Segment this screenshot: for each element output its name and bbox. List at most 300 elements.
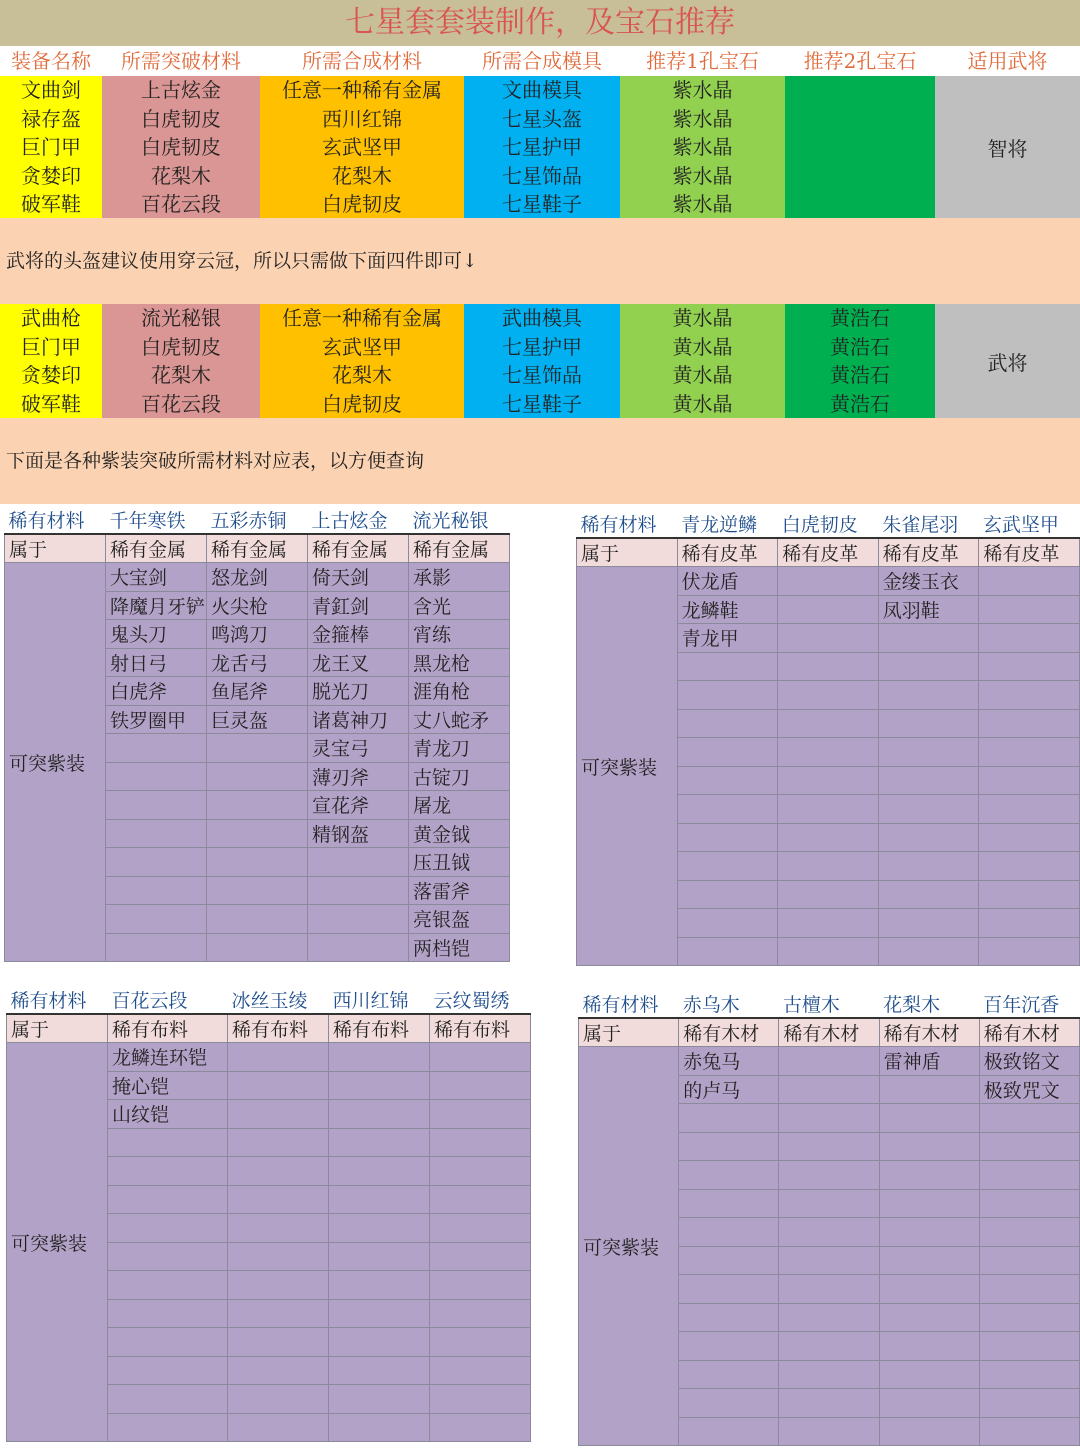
zhi-gem2-cell [785,105,935,134]
equipment-cell [228,1413,329,1442]
material-header-cell: 赤乌木 [679,990,779,1018]
equipment-cell [228,1071,329,1100]
equipment-cell [329,1128,430,1157]
equipment-cell [879,1161,979,1190]
equipment-cell [228,1299,329,1328]
equipment-cell: 怒龙剑 [207,563,308,592]
material-table [578,990,1080,1446]
equipment-cell [677,909,778,938]
equipment-cell [878,909,979,938]
header-gem2: 推荐2孔宝石 [803,49,917,73]
wu-synth-cell: 白虎韧皮 [322,391,402,416]
zhi-equip-cell: 文曲剑 [21,78,81,102]
belongs-cell: 属于 [579,1018,679,1047]
equipment-cell: 承影 [409,563,510,592]
equipment-cell [430,1328,531,1357]
equipment-cell [679,1275,779,1304]
header-general: 适用武将 [967,49,1048,73]
zhi-gem1-cell: 紫水晶 [672,135,733,159]
equipment-cell [979,709,1080,738]
equipment-cell [430,1157,531,1186]
equipment-cell [228,1100,329,1129]
equipment-cell [778,795,879,824]
zhi-equip-cell: 破军鞋 [21,192,81,216]
equipment-cell [677,852,778,881]
equipment-cell [329,1185,430,1214]
equipment-cell [207,848,308,877]
zhi-synth-cell: 花梨木 [332,163,392,188]
equipment-cell: 龙鳞连环铠 [108,1043,228,1072]
wu-equip-cell: 武曲枪 [21,306,81,330]
table-row [577,567,1080,596]
equipment-cell [207,819,308,848]
equipment-cell [979,1417,1079,1446]
equipment-cell [329,1100,430,1129]
belongs-cell: 稀有布料 [430,1014,531,1043]
equipment-cell [228,1214,329,1243]
wu-breakthrough-column [102,304,260,418]
zhi-breakthrough-column [102,76,260,218]
belongs-cell: 稀有皮革 [878,538,979,567]
equipment-cell [329,1214,430,1243]
page-title: 七星套套装制作，及宝石推荐 [0,0,1080,46]
header-equip-name: 装备名称 [11,49,91,73]
belongs-cell: 属于 [577,538,678,567]
wu-mold-cell: 七星护甲 [502,334,582,359]
belongs-cell: 属于 [5,534,106,563]
equipment-cell [979,823,1080,852]
equipment-cell [979,652,1080,681]
equipment-cell [979,567,1080,596]
material-table [576,510,1080,966]
equipment-cell [430,1356,531,1385]
zhi-equip-cell: 贪婪印 [21,163,81,188]
equipment-cell [779,1189,879,1218]
equipment-cell [108,1271,228,1300]
equipment-cell [679,1389,779,1418]
equipment-cell [979,1275,1079,1304]
wu-mold-cell: 七星饰品 [502,363,582,387]
material-header-cell: 花梨木 [879,990,979,1018]
equipment-cell [679,1246,779,1275]
equipment-cell [106,819,207,848]
header-synth: 所需合成材料 [302,49,422,73]
equipment-cell [679,1104,779,1133]
equipment-cell: 龙鳞鞋 [677,595,778,624]
zhi-synth-cell: 任意一种稀有金属 [282,78,442,102]
belongs-cell: 稀有布料 [108,1014,228,1043]
zhi-gem2-cell [785,162,935,191]
equipment-cell [329,1043,430,1072]
equipment-cell [979,1360,1079,1389]
equipment-cell: 脱光刀 [308,677,409,706]
equipment-cell: 宣花斧 [308,791,409,820]
equipment-cell [979,681,1080,710]
equipment-cell: 龙王叉 [308,648,409,677]
zhi-gem1-cell: 紫水晶 [672,163,733,188]
zhi-gem2-cell [785,133,935,162]
equipment-cell [106,933,207,962]
zhi-mold-cell: 文曲模具 [502,78,582,102]
equipment-cell [207,734,308,763]
belongs-cell: 属于 [7,1014,108,1043]
equipment-cell: 白虎斧 [106,677,207,706]
equipment-cell [778,766,879,795]
equipment-cell [779,1047,879,1076]
equipment-cell [878,681,979,710]
zhi-gem2-cell [785,190,935,219]
equipment-cell [878,652,979,681]
leather-material-table [576,510,1080,966]
equipment-cell: 雷神盾 [879,1047,979,1076]
equipment-cell [778,567,879,596]
wu-gem2-cell: 黄浩石 [830,306,890,330]
wu-block [0,304,1080,418]
equipment-cell [677,937,778,966]
equipment-cell [430,1385,531,1414]
wu-gem1-column [620,304,785,418]
equipment-cell: 精钢盔 [308,819,409,848]
equipment-cell: 涯角枪 [409,677,510,706]
equipment-cell [879,1360,979,1389]
equipment-cell [329,1071,430,1100]
equipment-cell: 赤兔马 [679,1047,779,1076]
header-breakthrough: 所需突破材料 [121,49,241,73]
equipment-cell [779,1275,879,1304]
material-header-cell: 稀有材料 [5,506,106,534]
belongs-cell: 稀有木材 [979,1018,1079,1047]
equipment-cell [108,1214,228,1243]
equipment-cell [106,734,207,763]
equipment-cell: 青龙甲 [677,624,778,653]
equipment-cell [228,1157,329,1186]
equipment-cell [879,1132,979,1161]
equipment-cell [106,791,207,820]
table-row [5,563,510,592]
equipment-cell [779,1104,879,1133]
material-header-cell: 西川红锦 [329,986,430,1014]
equipment-cell: 宵练 [409,620,510,649]
zhi-breakthrough-cell: 白虎韧皮 [141,135,221,159]
wu-gem2-column [785,304,935,418]
equipment-cell: 薄刃斧 [308,762,409,791]
equipment-cell [778,709,879,738]
zhi-mold-cell: 七星头盔 [502,106,582,131]
equipment-cell [679,1161,779,1190]
belongs-row [7,1014,531,1043]
equipment-cell [677,766,778,795]
equipment-cell [677,795,778,824]
zhi-gem1-cell: 紫水晶 [672,106,733,131]
header-row [0,46,1080,76]
zhi-synth-cell: 西川红锦 [322,106,402,131]
material-header-cell: 百花云段 [108,986,228,1014]
equipment-cell [979,1218,1079,1247]
equipment-cell: 倚天剑 [308,563,409,592]
wu-gem1-cell: 黄水晶 [672,334,733,359]
zhi-gem2-cell [785,76,935,105]
equipment-cell [228,1185,329,1214]
zhi-general-label: 智将 [987,136,1028,161]
equipment-cell [778,880,879,909]
equipment-cell [228,1356,329,1385]
equipment-cell [979,1303,1079,1332]
equipment-cell [329,1157,430,1186]
equipment-cell: 压丑钺 [409,848,510,877]
equipment-cell: 伏龙盾 [677,567,778,596]
equipment-cell [878,709,979,738]
equipment-cell [779,1360,879,1389]
breakthrough-purple-label: 可突紫装 [7,1043,108,1442]
wu-breakthrough-cell: 花梨木 [151,363,211,387]
equipment-cell: 灵宝弓 [308,734,409,763]
wu-synth-column [260,304,464,418]
wu-equip-cell: 巨门甲 [21,334,81,359]
equipment-cell [778,937,879,966]
equipment-cell [878,937,979,966]
material-header-cell: 稀有材料 [7,986,108,1014]
breakthrough-purple-label: 可突紫装 [577,567,678,966]
equipment-cell [430,1128,531,1157]
wu-gem1-cell: 黄水晶 [672,306,733,330]
material-header-row [577,510,1080,538]
equipment-cell [878,766,979,795]
equipment-cell: 鬼头刀 [106,620,207,649]
wu-mold-cell: 武曲模具 [502,306,582,330]
equipment-cell: 青釭剑 [308,591,409,620]
material-header-cell: 稀有材料 [579,990,679,1018]
equipment-cell [879,1332,979,1361]
equipment-cell [108,1128,228,1157]
equipment-cell [778,681,879,710]
equipment-cell [879,1104,979,1133]
equipment-cell [679,1303,779,1332]
material-header-cell: 千年寒铁 [106,506,207,534]
equipment-cell [207,762,308,791]
equipment-cell [308,905,409,934]
wu-equip-cell: 破军鞋 [21,391,81,416]
equipment-cell [879,1275,979,1304]
zhi-mold-column [464,76,620,218]
equipment-cell [677,709,778,738]
material-header-cell: 流光秘银 [409,506,510,534]
equipment-cell: 鱼尾斧 [207,677,308,706]
equipment-cell: 丈八蛇矛 [409,705,510,734]
equipment-cell: 金箍棒 [308,620,409,649]
wu-synth-cell: 玄武坚甲 [322,334,402,359]
belongs-cell: 稀有皮革 [778,538,879,567]
zhi-synth-cell: 白虎韧皮 [322,192,402,216]
wu-gem1-cell: 黄水晶 [672,363,733,387]
wu-gem2-cell: 黄浩石 [830,391,890,416]
equipment-cell [779,1303,879,1332]
equipment-cell [979,1332,1079,1361]
equipment-cell [879,1218,979,1247]
equipment-cell [108,1356,228,1385]
material-header-row [5,506,510,534]
equipment-cell [679,1189,779,1218]
zhi-breakthrough-cell: 花梨木 [151,163,211,188]
equipment-cell [430,1043,531,1072]
equipment-cell [106,848,207,877]
belongs-cell: 稀有金属 [106,534,207,563]
equipment-cell: 青龙刀 [409,734,510,763]
equipment-cell [879,1189,979,1218]
wu-breakthrough-cell: 白虎韧皮 [141,334,221,359]
wu-gem1-cell: 黄水晶 [672,391,733,416]
wu-general-label: 武将 [987,350,1028,375]
equipment-cell [979,1246,1079,1275]
equipment-cell: 凤羽鞋 [878,595,979,624]
belongs-cell: 稀有金属 [308,534,409,563]
zhi-equip-cell: 禄存盔 [21,106,81,131]
breakthrough-purple-label: 可突紫装 [579,1047,679,1446]
zhi-equip-cell: 巨门甲 [21,135,81,159]
equipment-cell: 降魔月牙铲 [106,591,207,620]
equipment-cell: 黄金钺 [409,819,510,848]
belongs-cell: 稀有木材 [879,1018,979,1047]
equipment-cell [979,1104,1079,1133]
equipment-cell [878,852,979,881]
belongs-row [577,538,1080,567]
equipment-cell: 巨灵盔 [207,705,308,734]
equipment-cell [329,1328,430,1357]
zhi-breakthrough-cell: 上古炫金 [141,78,221,102]
material-header-row [7,986,531,1014]
zhi-gem1-cell: 紫水晶 [672,192,733,216]
equipment-cell [979,738,1080,767]
material-table [4,506,510,962]
note-lookup: 下面是各种紫装突破所需材料对应表，以方便查询 [0,418,1080,504]
wu-equip-cell: 贪婪印 [21,363,81,387]
equipment-cell [679,1417,779,1446]
equipment-cell: 山纹铠 [108,1100,228,1129]
equipment-cell [979,624,1080,653]
belongs-cell: 稀有布料 [228,1014,329,1043]
belongs-row [5,534,510,563]
equipment-cell [679,1218,779,1247]
equipment-cell [108,1242,228,1271]
belongs-cell: 稀有金属 [409,534,510,563]
equipment-cell [430,1271,531,1300]
material-header-cell: 青龙逆鳞 [677,510,778,538]
equipment-cell [677,681,778,710]
belongs-cell: 稀有布料 [329,1014,430,1043]
equipment-cell: 诸葛神刀 [308,705,409,734]
equipment-cell [430,1242,531,1271]
zhi-gem1-column [620,76,785,218]
equipment-cell [228,1328,329,1357]
equipment-cell: 古锭刀 [409,762,510,791]
equipment-cell: 屠龙 [409,791,510,820]
equipment-cell [778,823,879,852]
material-header-cell: 冰丝玉绫 [228,986,329,1014]
equipment-cell: 的卢马 [679,1075,779,1104]
note-helmet: 武将的头盔建议使用穿云冠，所以只需做下面四件即可↓ [0,218,1080,304]
equipment-cell [879,1246,979,1275]
equipment-cell [108,1385,228,1414]
metal-material-table [4,506,510,962]
zhi-mold-cell: 七星饰品 [502,163,582,188]
equipment-cell [308,876,409,905]
wu-general-cell [935,304,1080,418]
equipment-cell [430,1071,531,1100]
equipment-cell: 亮银盔 [409,905,510,934]
equipment-cell [308,848,409,877]
equipment-cell [329,1271,430,1300]
equipment-cell [108,1413,228,1442]
zhi-breakthrough-cell: 白虎韧皮 [141,106,221,131]
equipment-cell [308,933,409,962]
belongs-cell: 稀有木材 [779,1018,879,1047]
equipment-cell [108,1328,228,1357]
equipment-cell [878,624,979,653]
equipment-cell [779,1332,879,1361]
equipment-cell [979,937,1080,966]
zhi-gem1-cell: 紫水晶 [672,78,733,102]
belongs-cell: 稀有皮革 [677,538,778,567]
equipment-cell: 大宝剑 [106,563,207,592]
wu-equip-column [0,304,102,418]
wu-gem2-cell: 黄浩石 [830,334,890,359]
wu-mold-cell: 七星鞋子 [502,391,582,416]
header-gem1: 推荐1孔宝石 [646,49,759,73]
equipment-cell [979,1389,1079,1418]
equipment-cell: 极致铭文 [979,1047,1079,1076]
equipment-cell [879,1303,979,1332]
equipment-cell [979,595,1080,624]
equipment-cell [779,1417,879,1446]
equipment-cell [430,1299,531,1328]
table-row [579,1047,1080,1076]
equipment-cell [979,880,1080,909]
zhi-mold-cell: 七星护甲 [502,135,582,159]
equipment-cell [979,766,1080,795]
equipment-cell [878,880,979,909]
equipment-cell [779,1161,879,1190]
equipment-cell [106,905,207,934]
wood-material-table [578,990,1080,1446]
equipment-cell: 两档铠 [409,933,510,962]
equipment-cell [329,1242,430,1271]
equipment-cell [677,652,778,681]
equipment-cell [779,1075,879,1104]
equipment-cell [430,1214,531,1243]
equipment-cell [778,624,879,653]
equipment-cell [979,1132,1079,1161]
equipment-cell [879,1389,979,1418]
equipment-cell [778,852,879,881]
equipment-cell: 掩心铠 [108,1071,228,1100]
equipment-cell [979,852,1080,881]
equipment-cell [329,1413,430,1442]
breakthrough-purple-label: 可突紫装 [5,563,106,962]
equipment-cell [108,1157,228,1186]
equipment-cell [879,1417,979,1446]
equipment-cell [879,1075,979,1104]
equipment-cell [677,880,778,909]
belongs-cell: 稀有金属 [207,534,308,563]
equipment-cell: 火尖枪 [207,591,308,620]
equipment-cell [228,1043,329,1072]
wu-breakthrough-cell: 百花云段 [141,391,221,416]
material-header-cell: 云纹蜀绣 [430,986,531,1014]
cloth-material-table [6,986,531,1442]
equipment-cell [207,876,308,905]
equipment-cell [228,1242,329,1271]
belongs-cell: 稀有皮革 [979,538,1080,567]
material-table [6,986,531,1442]
